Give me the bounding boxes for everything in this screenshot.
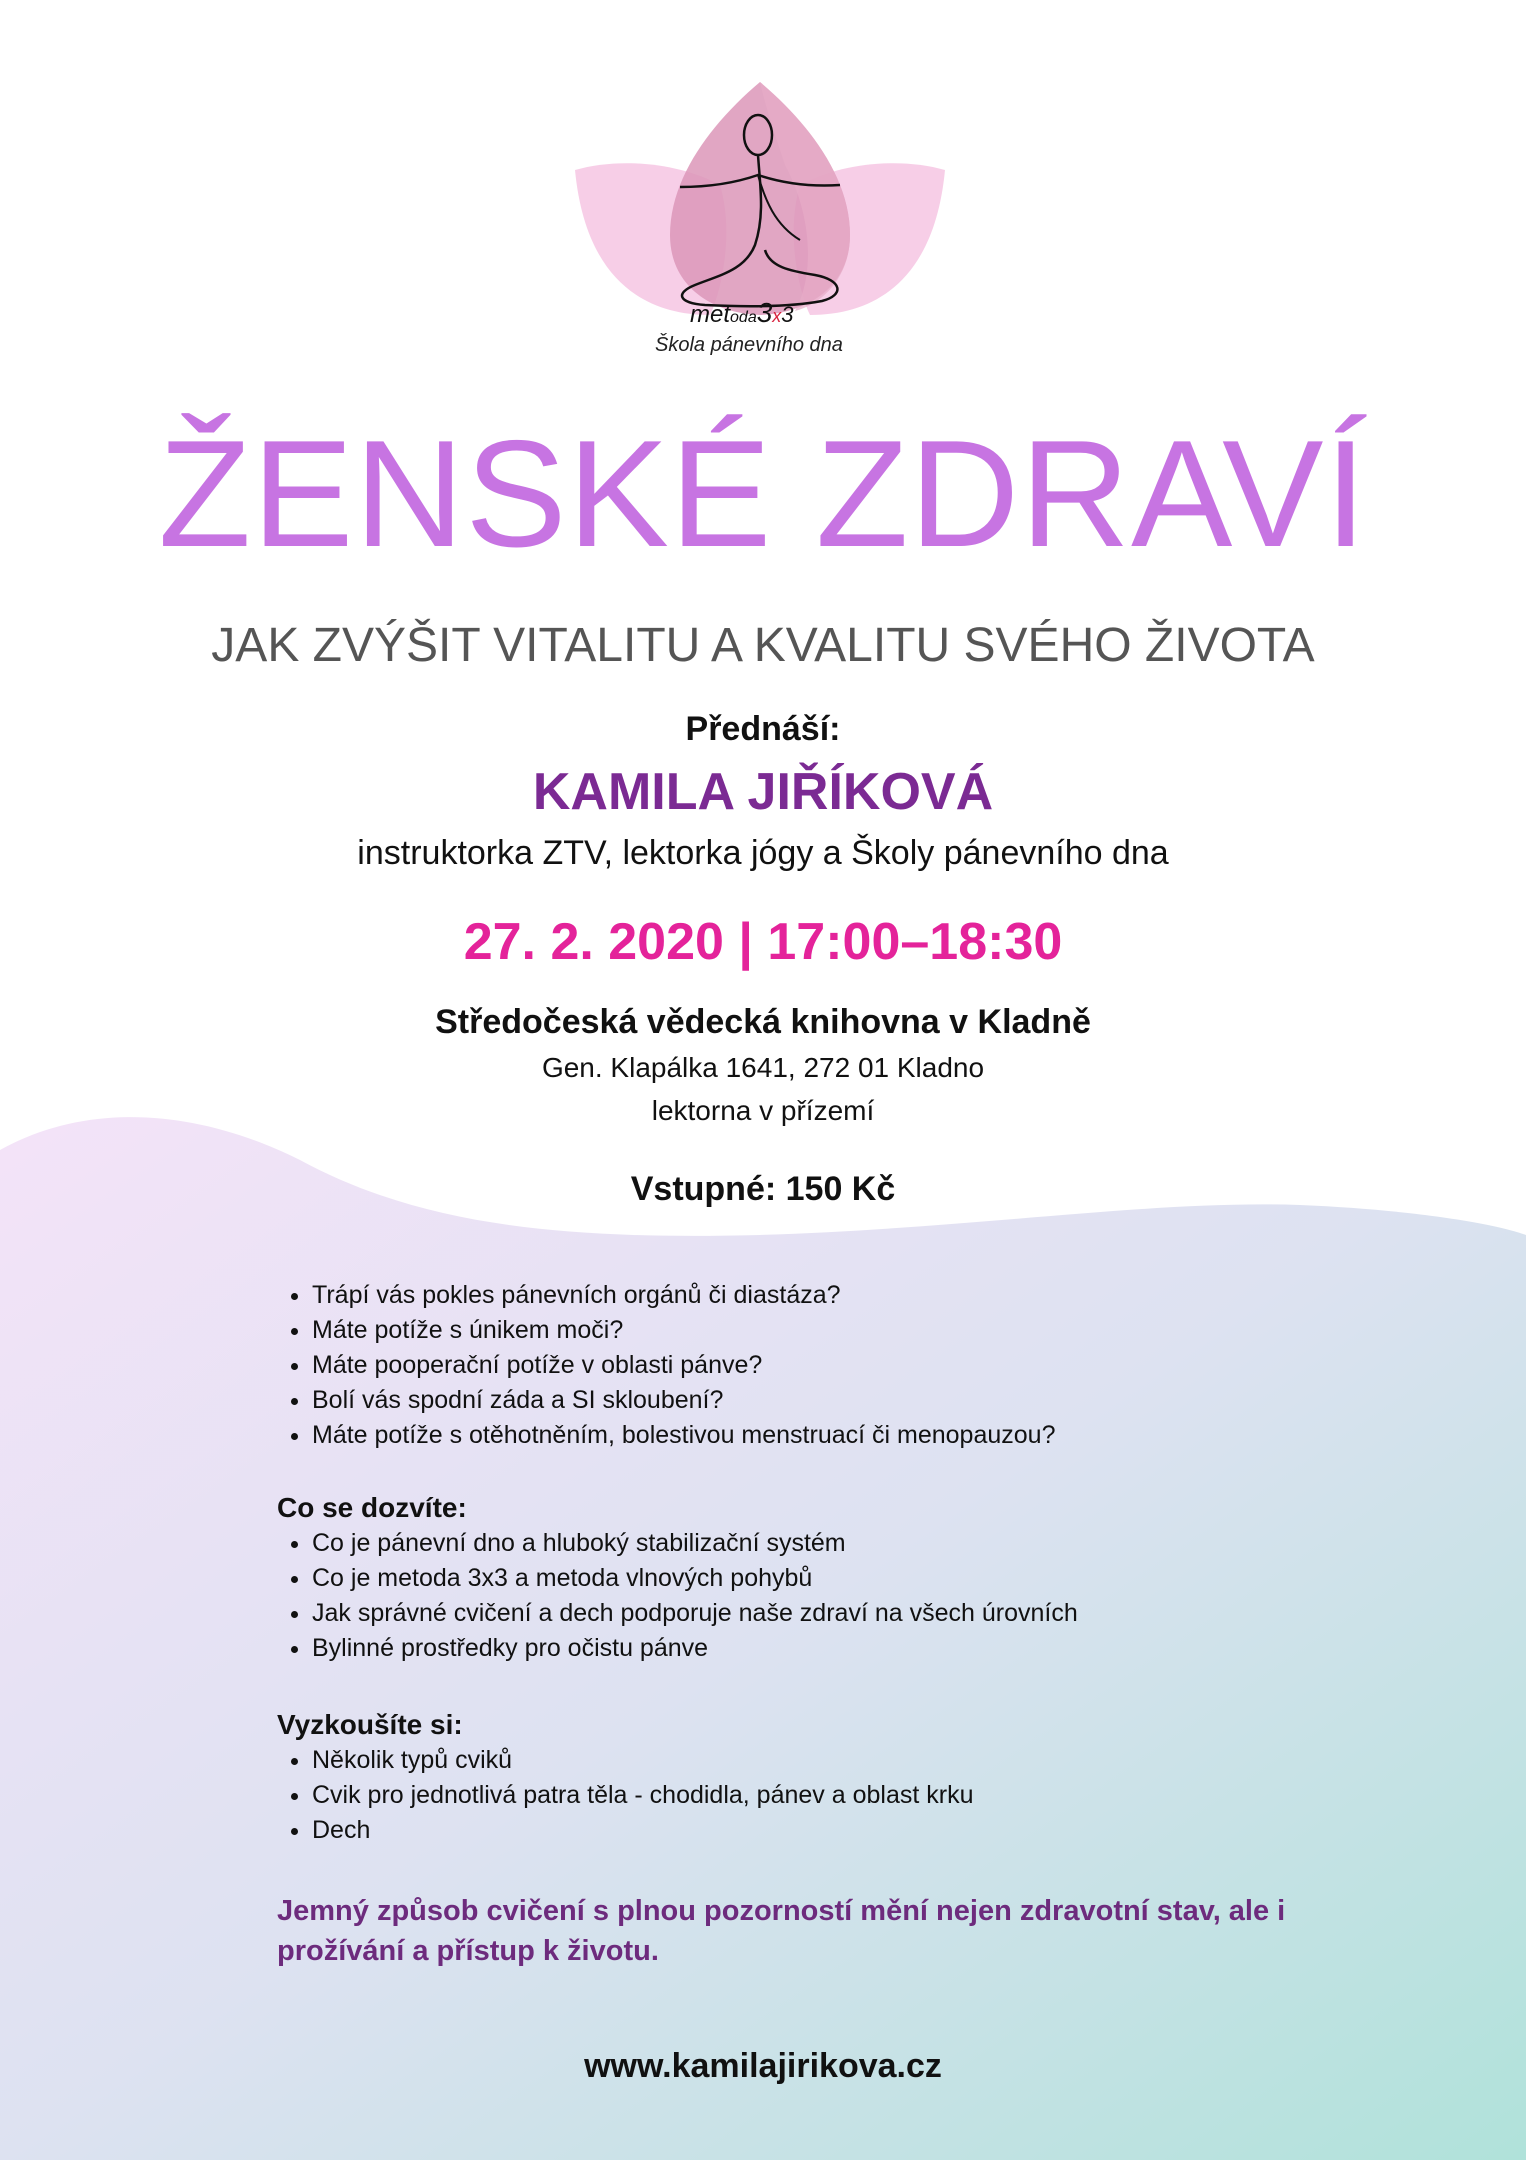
website-link[interactable]: www.kamilajirikova.cz	[584, 2047, 942, 2085]
try-item: • Cvik pro jednotlivá patra těla - chodidla, pánev a oblast krku	[312, 1778, 1327, 1813]
questions-list	[277, 1278, 1327, 1453]
presenter-label: Přednáší:	[685, 710, 841, 748]
presenter-name: KAMILA JIŘÍKOVÁ	[532, 763, 994, 821]
entry-fee: Vstupné: 150 Kč	[630, 1170, 896, 1208]
logo-brand-small: oda	[730, 309, 757, 326]
learn-section	[277, 1490, 1327, 1666]
learn-item: • Co je pánevní dno a hluboký stabilizační systém	[312, 1526, 1327, 1561]
learn-item: • Bylinné prostředky pro očistu pánve	[312, 1631, 1327, 1666]
question-item: • Máte potíže s únikem moči?	[312, 1313, 1327, 1348]
page-subtitle: JAK ZVÝŠIT VITALITU A KVALITU SVÉHO ŽIVOTA	[211, 619, 1315, 672]
learn-heading: Co se dozvíte:	[277, 1492, 467, 1523]
logo	[560, 75, 960, 365]
venue-address: Gen. Klapálka 1641, 272 01 Kladno	[541, 1052, 985, 1083]
logo-brand	[690, 297, 794, 329]
question-item: • Máte potíže s otěhotněním, bolestivou menstruací či menopauzou?	[312, 1418, 1327, 1453]
learn-list	[277, 1526, 1327, 1666]
question-item: • Bolí vás spodní záda a SI skloubení?	[312, 1383, 1327, 1418]
logo-brand-x: x	[772, 306, 782, 326]
try-item: • Dech	[312, 1813, 1327, 1848]
venue-name: Středočeská vědecká knihovna v Kladně	[435, 1003, 1091, 1041]
try-list	[277, 1743, 1327, 1848]
try-section	[277, 1707, 1327, 1848]
presenter-role: instruktorka ZTV, lektorka jógy a Školy pánevního dna	[357, 834, 1169, 872]
logo-tagline: Škola pánevního dna	[655, 334, 843, 356]
logo-brand-prefix: met	[690, 301, 731, 328]
try-heading: Vyzkoušíte si:	[277, 1709, 463, 1740]
questions-section	[277, 1278, 1327, 1453]
try-item: • Několik typů cviků	[312, 1743, 1327, 1778]
question-item: • Trápí vás pokles pánevních orgánů či diastáza?	[312, 1278, 1327, 1313]
learn-item: • Co je metoda 3x3 a metoda vlnových pohybů	[312, 1561, 1327, 1596]
lotus-logo-icon	[560, 75, 960, 325]
logo-brand-three-b: 3	[781, 302, 794, 327]
question-item: • Máte pooperační potíže v oblasti pánve?	[312, 1348, 1327, 1383]
motto: Jemný způsob cvičení s plnou pozorností mění nejen zdravotní stav, ale i prožívání a přístup k životu.	[277, 1895, 1286, 1967]
event-datetime: 27. 2. 2020 | 17:00–18:30	[463, 913, 1063, 971]
logo-brand-three: 3	[756, 297, 773, 328]
learn-item: • Jak správné cvičení a dech podporuje naše zdraví na všech úrovních	[312, 1596, 1327, 1631]
venue-room: lektorna v přízemí	[651, 1095, 875, 1126]
page-title: ŽENSKÉ ZDRAVÍ	[158, 409, 1368, 579]
